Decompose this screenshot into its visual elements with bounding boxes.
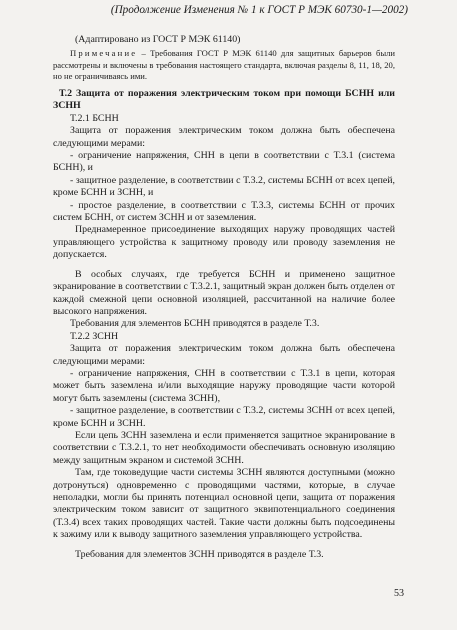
subsection-1-item-3: - простое разделение, в соответствии с Т.3.3, системы БСНН от прочих систем БСНН, от систем ЗСНН и от заземления. [53, 199, 395, 224]
subsection-1-paragraph-2: В особых случаях, где требуется БСНН и применено защитное экранирование в соответствии с Т.3.2.1, защитный экран должен быть отделен от каждой смежной цепи основной изоляцией, рассчитанной на наличие более высокого напряжения. [53, 268, 395, 317]
subsection-1-item-2: - защитное разделение, в соответствии с Т.3.2, системы БСНН от всех цепей, кроме БСНН и ЗСНН, и [53, 174, 395, 199]
subsection-1-intro: Защита от поражения электрическим током должна быть обеспечена следующими мерами: [53, 125, 395, 149]
page-number: 53 [394, 588, 404, 599]
subsection-2-item-1: - ограничение напряжения, СНН в соответствии с Т.3.1 в цепи, которая может быть заземлена и/или выходящие наружу проводящие части которой могут быть заземлены (система ЗСНН), [53, 367, 395, 404]
subsection-1-requirements: Требования для элементов БСНН приводятся в разделе Т.3. [70, 318, 320, 330]
note-text: – Требования ГОСТ Р МЭК 61140 для защитных барьеров были рассмотрены и включены в требования настоящего стандарта, включая разделы 8, 11, 18, 20, но не ограничиваясь ими. [53, 48, 395, 81]
subsection-2-item-2: - защитное разделение, в соответствии с Т.3.2, системы ЗСНН от всех цепей, кроме БСНН и ЗСНН. [53, 405, 395, 429]
subsection-1-item-1: - ограничение напряжения, СНН в цепи в соответствии с Т.3.1 (система БСНН), и [53, 150, 395, 174]
note [53, 48, 395, 82]
subsection-1-paragraph-1: Преднамеренное присоединение выходящих наружу проводящих частей управляющего устройства к защитному проводу или проводу заземления не допускается. [53, 224, 395, 261]
page-body [53, 34, 395, 561]
subsection-2-requirements: Требования для элементов ЗСНН приводятся в разделе Т.3. [75, 548, 324, 560]
adapted-from-line: (Адаптировано из ГОСТ Р МЭК 61140) [75, 34, 241, 45]
subsection-2-paragraph-2: Там, где токоведущие части системы ЗСНН являются доступными (можно дотронуться) одновременно с проводящими частями, которые, в случае неполадки, могли бы принять потенциал основной цепи, защита от поражения электрическим током зависит от защитного эквипотенциального соединения (Т.3.4) всех таких проводящих частей. Такие части должны быть подсоединены к зажиму или к выводу защитного заземления управляющего устройства. [53, 467, 395, 541]
subsection-2-paragraph-1: Если цепь ЗСНН заземлена и если применяется защитное экранирование в соответствии с Т.3.2.1, то нет необходимости обеспечивать основную изоляцию между защитным экраном и системой ЗСНН. [53, 429, 395, 466]
section-heading: Т.2 Защита от поражения электрическим током при помощи БСНН или ЗСНН [53, 88, 395, 112]
running-header: (Продолжение Изменения № 1 к ГОСТ Р МЭК 60730-1—2002) [110, 4, 408, 16]
subsection-2-title: Т.2.2 ЗСНН [70, 330, 119, 342]
note-label: Примечание [70, 48, 138, 59]
subsection-2-intro: Защита от поражения электрическим током должна быть обеспечена следующими мерами: [53, 343, 395, 367]
subsection-1-title: Т.2.1 БСНН [70, 112, 119, 124]
